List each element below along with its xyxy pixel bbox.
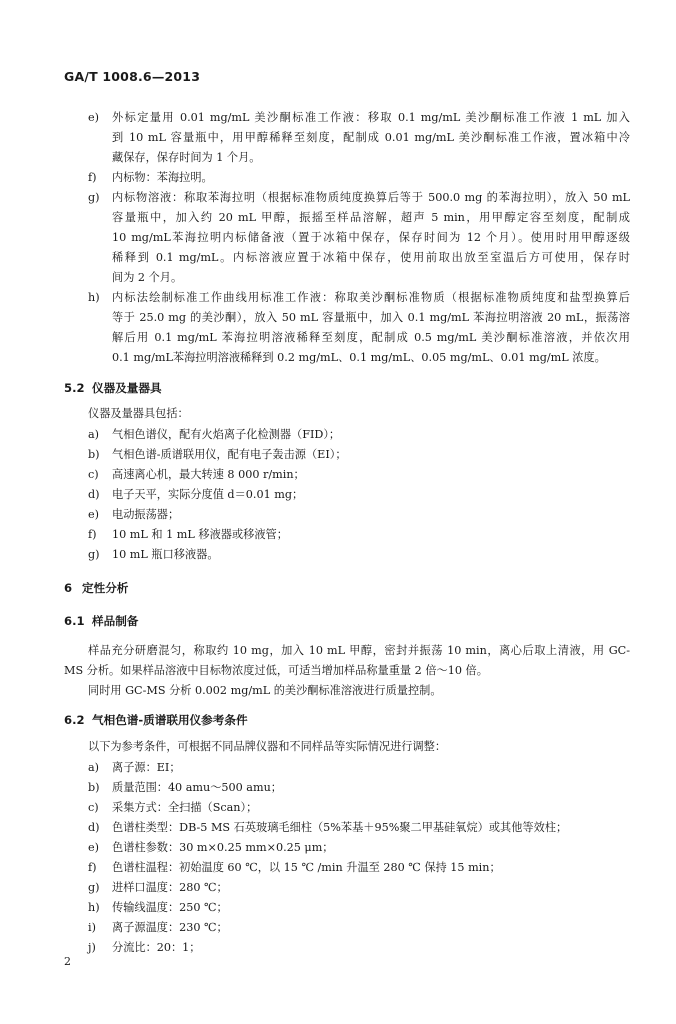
paragraph-line: 样品充分研磨混匀，称取约 10 mg，加入 10 mL 甲醇，密封并振荡 10 min，离心后取上清液，用 GC- <box>88 644 630 657</box>
text-line: 到 10 mL 容量瓶中，用甲醇稀释至刻度，配制成 0.01 mg/mL 美沙酮标准工作液，置冰箱中冷 <box>112 131 630 144</box>
list-item: 离子源：EI； <box>112 761 181 774</box>
list-item: 采集方式：全扫描（Scan）； <box>112 801 258 814</box>
section-heading <box>64 581 128 595</box>
list-item: 离子源温度：230 ℃； <box>112 921 228 934</box>
list-label: g) <box>88 548 100 561</box>
list-label: a) <box>88 761 100 774</box>
list-label: d) <box>88 488 100 501</box>
standard-header: GA/T 1008.6—2013 <box>64 69 201 84</box>
list-label: e) <box>88 841 99 854</box>
text-line: 内标物：苯海拉明。 <box>112 171 213 184</box>
list-label: e) <box>88 111 99 124</box>
text-line: 外标定量用 0.01 mg/mL 美沙酮标准工作液：移取 0.1 mg/mL 美沙酮标准工作液 1 mL 加入 <box>112 111 630 124</box>
list-item: 色谱柱温程：初始温度 60 ℃，以 15 ℃ /min 升温至 280 ℃ 保持 15 min； <box>112 861 501 874</box>
section-title: 定性分析 <box>82 581 129 595</box>
list-label: f) <box>88 171 97 184</box>
text-line: 10 mg/mL苯海拉明内标储备液（置于冰箱中保存，保存时间为 12 个月）。使用时用甲醇逐级 <box>112 231 630 244</box>
text-line: 0.1 mg/mL苯海拉明溶液稀释到 0.2 mg/mL、0.1 mg/mL、0.05 mg/mL、0.01 mg/mL 浓度。 <box>112 351 606 364</box>
list-label: g) <box>88 191 100 204</box>
list-label: f) <box>88 861 97 874</box>
list-item: 进样口温度：280 ℃； <box>112 881 228 894</box>
section-title: 气相色谱-质谱联用仪参考条件 <box>92 713 248 727</box>
text-line: 藏保存，保存时间为 1 个月。 <box>112 151 261 164</box>
list-item: 高速离心机，最大转速 8 000 r/min； <box>112 468 305 481</box>
list-item: 气相色谱-质谱联用仪，配有电子轰击源（EI）； <box>112 448 347 461</box>
section-heading <box>64 614 138 628</box>
list-item: 色谱柱参数：30 m×0.25 mm×0.25 μm； <box>112 841 334 854</box>
list-label: h) <box>88 901 100 914</box>
list-item: 电子天平，实际分度值 d＝0.01 mg； <box>112 488 304 501</box>
paragraph-line: 同时用 GC-MS 分析 0.002 mg/mL 的美沙酮标准溶液进行质量控制。 <box>88 684 442 697</box>
list-label: c) <box>88 468 99 481</box>
text-line: 稀释到 0.1 mg/mL。内标溶液应置于冰箱中保存，使用前取出放至室温后方可使用，保存时 <box>112 251 630 264</box>
section-number: 5.2 <box>64 381 85 395</box>
list-item: 传输线温度：250 ℃； <box>112 901 228 914</box>
section-number: 6.1 <box>64 614 85 628</box>
list-label: e) <box>88 508 99 521</box>
list-item: 10 mL 瓶口移液器。 <box>112 548 219 561</box>
section-heading <box>64 713 248 727</box>
list-label: j) <box>88 941 96 954</box>
section-title: 样品制备 <box>92 614 139 628</box>
list-label: g) <box>88 881 100 894</box>
section-number: 6.2 <box>64 713 85 727</box>
text-line: 等于 25.0 mg 的美沙酮），放入 50 mL 容量瓶中，加入 0.1 mg/mL 苯海拉明溶液 20 mL，振荡溶 <box>112 311 630 324</box>
list-label: b) <box>88 448 100 461</box>
list-item: 分流比：20：1； <box>112 941 201 954</box>
list-label: a) <box>88 428 100 441</box>
list-item: 色谱柱类型：DB-5 MS 石英玻璃毛细柱（5%苯基＋95%聚二甲基硅氧烷）或其他等效柱； <box>112 821 568 834</box>
section-number: 6 <box>64 581 73 595</box>
text-line: 容量瓶中，加入约 20 mL 甲醇，振摇至样品溶解，超声 5 min，用甲醇定容至刻度，配制成 <box>112 211 630 224</box>
intro-text: 以下为参考条件，可根据不同品牌仪器和不同样品等实际情况进行调整： <box>88 740 447 753</box>
list-label: i) <box>88 921 96 934</box>
list-item: 质量范围：40 amu～500 amu； <box>112 781 282 794</box>
list-item: 电动振荡器； <box>112 508 180 521</box>
page-number: 2 <box>64 955 71 968</box>
list-label: d) <box>88 821 100 834</box>
paragraph-line: MS 分析。如果样品溶液中目标物浓度过低，可适当增加样品称量重量 2 倍～10 倍。 <box>64 664 488 677</box>
text-line: 内标物溶液：称取苯海拉明（根据标准物质纯度换算后等于 500.0 mg 的苯海拉明），放入 50 mL <box>112 191 630 204</box>
list-item: 气相色谱仪，配有火焰离子化检测器（FID）； <box>112 428 341 441</box>
text-line: 间为 2 个月。 <box>112 271 183 284</box>
list-label: f) <box>88 528 97 541</box>
section-title: 仪器及量器具 <box>92 381 162 395</box>
list-label: b) <box>88 781 100 794</box>
list-label: h) <box>88 291 100 304</box>
text-line: 解后用 0.1 mg/mL 苯海拉明溶液稀释至刻度，配制成 0.5 mg/mL 美沙酮标准溶液，并依次用 <box>112 331 630 344</box>
section-heading <box>64 381 162 395</box>
list-label: c) <box>88 801 99 814</box>
intro-text: 仪器及量器具包括： <box>88 407 189 420</box>
list-item: 10 mL 和 1 mL 移液器或移液管； <box>112 528 288 541</box>
text-line: 内标法绘制标准工作曲线用标准工作液：称取美沙酮标准物质（根据标准物质纯度和盐型换算后 <box>112 291 630 304</box>
